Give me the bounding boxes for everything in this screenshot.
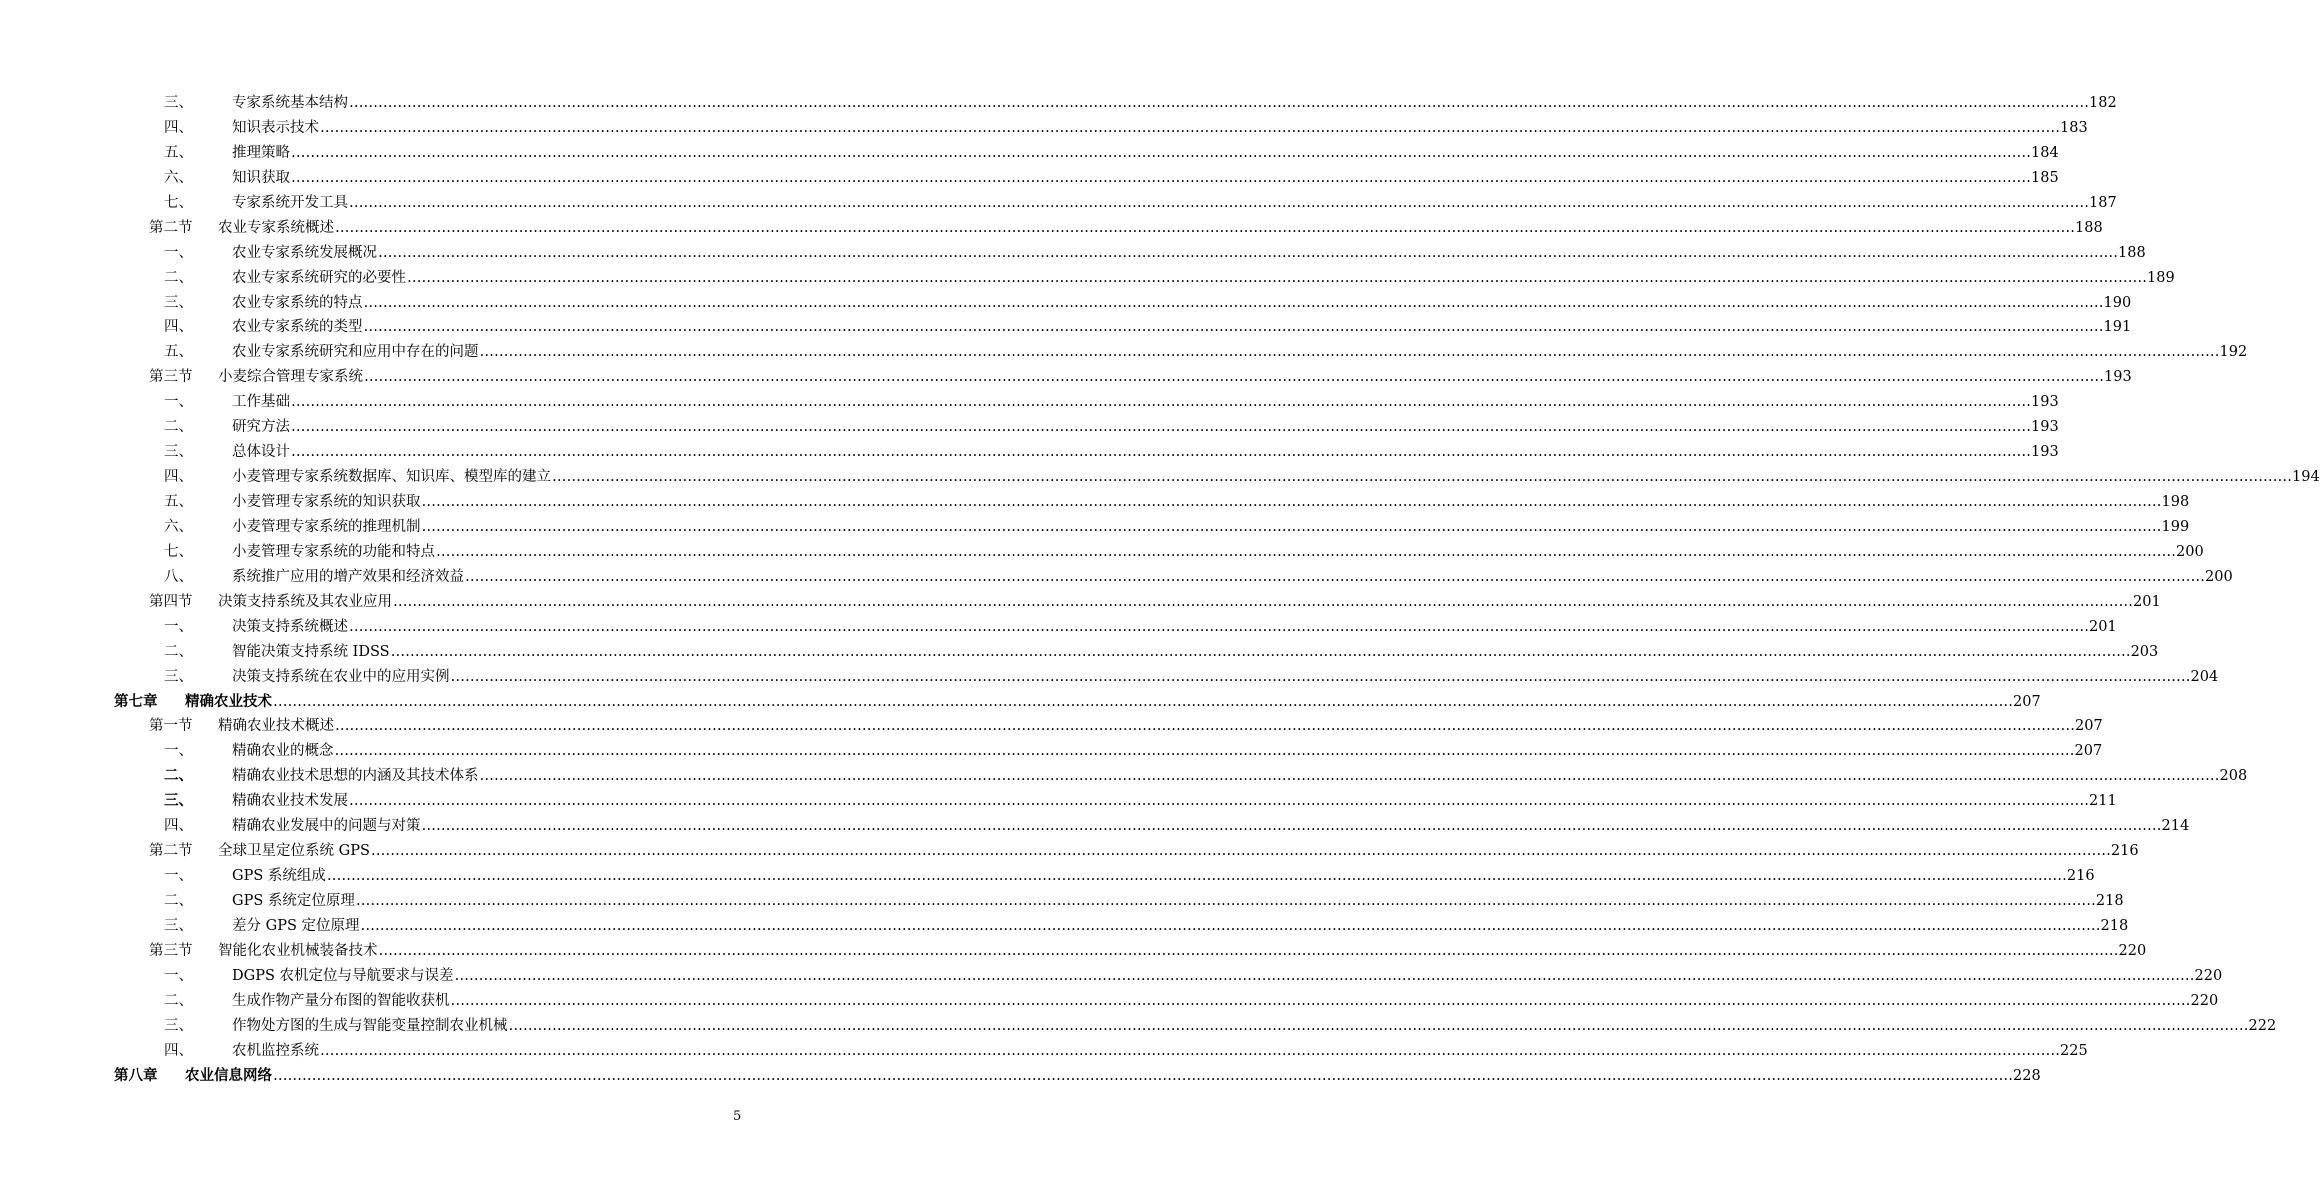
toc-entry-sub[interactable] (0, 490, 2190, 515)
toc-entry-title: 小麦管理专家系统的功能和特点 (232, 543, 435, 560)
toc-entry-line (232, 864, 2095, 889)
toc-leader-dots: ……………………………………………………………………………………………………………………………………………………………………………………………………………………………………………………………………………………………………………………………… (335, 219, 2075, 236)
toc-entry-sub[interactable] (0, 191, 2117, 216)
toc-entry-number: 第七章 (114, 692, 158, 710)
toc-entry-title: 全球卫星定位系统 GPS (218, 843, 370, 860)
toc-entry-number: 三、 (164, 668, 193, 685)
toc-leader-dots: ……………………………………………………………………………………………………………………………………………………………………………………………………………………………………………………………………………………………………………………………… (450, 668, 2191, 685)
toc-entry-number: 第三节 (149, 942, 193, 959)
toc-entry-line (232, 291, 2132, 316)
toc-entry-page: 218 (2100, 917, 2129, 934)
toc-entry-line (232, 465, 2320, 490)
toc-entry-line (232, 390, 2059, 415)
toc-entry-title: 精确农业技术 (185, 692, 272, 710)
toc-entry-number: 五、 (164, 344, 193, 361)
toc-leader-dots: ……………………………………………………………………………………………………………………………………………………………………………………………………………………………………………………………………………………………………………………………… (291, 419, 2031, 436)
toc-leader-dots: ……………………………………………………………………………………………………………………………………………………………………………………………………………………………………………………………………………………………………………………………… (364, 369, 2104, 386)
toc-leader-dots: ……………………………………………………………………………………………………………………………………………………………………………………………………………………………………………………………………………………………………………………………… (454, 967, 2195, 984)
toc-entry-title: 农业专家系统发展概况 (232, 244, 377, 261)
toc-leader-dots: ……………………………………………………………………………………………………………………………………………………………………………………………………………………………………………………………………………………………………………………………… (465, 568, 2205, 585)
toc-entry-title: 专家系统基本结构 (232, 95, 348, 111)
toc-entry-number: 第二节 (149, 219, 193, 236)
toc-entry-title: 精确农业技术概述 (218, 718, 334, 735)
toc-entry-sub[interactable] (0, 291, 2132, 316)
toc-entry-sub[interactable] (0, 565, 2233, 590)
toc-entry-sub[interactable] (0, 665, 2219, 690)
toc-entry-sub[interactable] (0, 989, 2219, 1014)
toc-entry-page: 207 (2075, 718, 2103, 735)
toc-leader-dots: ……………………………………………………………………………………………………………………………………………………………………………………………………………………………………………………………………………………………………………………………… (291, 394, 2031, 411)
toc-entry-title: GPS 系统定位原理 (232, 893, 355, 909)
toc-entry-section[interactable] (0, 939, 2147, 964)
toc-entry-number: 二、 (164, 643, 193, 660)
toc-entry-line (232, 814, 2190, 839)
toc-entry-line (232, 764, 2248, 789)
toc-entry-line (232, 166, 2059, 191)
toc-entry-number: 第八章 (114, 1066, 158, 1084)
toc-entry-number: 四、 (164, 319, 193, 336)
toc-entry-number: 三、 (164, 917, 193, 934)
toc-entry-title: 知识表示技术 (232, 119, 319, 136)
toc-entry-number: 六、 (164, 518, 193, 535)
toc-entry-page: 193 (2031, 444, 2059, 461)
toc-entry-line (232, 241, 2146, 266)
toc-entry-title: 精确农业技术发展 (232, 793, 348, 810)
toc-leader-dots: ……………………………………………………………………………………………………………………………………………………………………………………………………………………………………………………………………………………………………………………………… (378, 942, 2119, 959)
toc-leader-dots: ……………………………………………………………………………………………………………………………………………………………………………………………………………………………………………………………………………………………………………………………… (508, 1017, 2249, 1034)
toc-leader-dots: ……………………………………………………………………………………………………………………………………………………………………………………………………………………………………………………………………………………………………………………………… (363, 294, 2104, 311)
toc-entry-number: 四、 (164, 119, 193, 136)
toc-entry-page: 198 (2161, 494, 2190, 510)
toc-entry-title: 决策支持系统概述 (232, 618, 348, 635)
toc-entry-number: 三、 (164, 444, 193, 461)
toc-entry-sub[interactable] (0, 266, 2175, 291)
toc-entry-page: 218 (2095, 893, 2124, 909)
toc-entry-line (218, 365, 2132, 390)
toc-leader-dots: ……………………………………………………………………………………………………………………………………………………………………………………………………………………………………………………………………………………………………………………………… (320, 1042, 2060, 1059)
toc-entry-title: 专家系统开发工具 (232, 194, 348, 211)
toc-entry-sub[interactable] (0, 515, 2190, 540)
toc-leader-dots: ……………………………………………………………………………………………………………………………………………………………………………………………………………………………………………………………………………………………………………………………… (349, 618, 2089, 635)
toc-leader-dots: ……………………………………………………………………………………………………………………………………………………………………………………………………………………………………………………………………………………………………………………………… (273, 1067, 2013, 1084)
toc-leader-dots: ……………………………………………………………………………………………………………………………………………………………………………………………………………………………………………………………………………………………………………………………… (355, 893, 2096, 909)
toc-entry-page: 189 (2147, 269, 2175, 286)
toc-entry-sub[interactable] (0, 465, 2320, 490)
toc-entry-sub[interactable] (0, 166, 2059, 191)
toc-entry-page: 194 (2292, 469, 2320, 486)
toc-entry-page: 199 (2161, 518, 2190, 535)
toc-entry-title: 农业专家系统的特点 (232, 294, 363, 311)
toc-entry-page: 204 (2190, 668, 2219, 685)
toc-entry-number: 五、 (164, 144, 193, 161)
toc-leader-dots: ……………………………………………………………………………………………………………………………………………………………………………………………………………………………………………………………………………………………………………………………… (552, 469, 2292, 486)
toc-entry-page: 183 (2060, 119, 2088, 136)
toc-leader-dots: ……………………………………………………………………………………………………………………………………………………………………………………………………………………………………………………………………………………………………………………………… (363, 319, 2104, 336)
toc-entry-number: 二、 (164, 893, 193, 909)
toc-entry-number: 八、 (164, 568, 193, 585)
toc-entry-title: 精确农业发展中的问题与对策 (232, 818, 421, 835)
toc-leader-dots: ……………………………………………………………………………………………………………………………………………………………………………………………………………………………………………………………………………………………………………………………… (407, 269, 2147, 286)
toc-entry-line (232, 116, 2088, 141)
toc-entry-sub[interactable] (0, 889, 2124, 914)
toc-leader-dots: ……………………………………………………………………………………………………………………………………………………………………………………………………………………………………………………………………………………………………………………………… (436, 543, 2176, 560)
toc-entry-number: 三、 (164, 792, 193, 810)
toc-leader-dots: ……………………………………………………………………………………………………………………………………………………………………………………………………………………………………………………………………………………………………………………………… (349, 194, 2089, 211)
toc-entry-sub[interactable] (0, 1039, 2088, 1064)
toc-entry-page: 190 (2103, 294, 2132, 311)
toc-entry-line (232, 415, 2059, 440)
toc-entry-line (232, 91, 2117, 116)
toc-entry-section[interactable] (0, 216, 2103, 241)
toc-entry-number: 二、 (164, 419, 193, 436)
toc-entry-line (232, 1014, 2277, 1039)
toc-leader-dots: ……………………………………………………………………………………………………………………………………………………………………………………………………………………………………………………………………………………………………………………………… (334, 743, 2075, 760)
toc-leader-dots: ……………………………………………………………………………………………………………………………………………………………………………………………………………………………………………………………………………………………………………………………… (393, 593, 2133, 610)
toc-entry-line (218, 216, 2103, 241)
toc-leader-dots: ……………………………………………………………………………………………………………………………………………………………………………………………………………………………………………………………………………………………………………………………… (360, 917, 2101, 934)
toc-leader-dots: ……………………………………………………………………………………………………………………………………………………………………………………………………………………………………………………………………………………………………………………………… (479, 768, 2220, 785)
toc-entry-number: 第四节 (149, 593, 193, 610)
toc-entry-number: 一、 (164, 394, 193, 411)
toc-entry-section[interactable] (0, 365, 2132, 390)
toc-entry-title: 小麦管理专家系统的知识获取 (232, 494, 421, 510)
toc-entry-sub[interactable] (0, 415, 2059, 440)
toc-entry-page: 207 (2074, 743, 2103, 760)
toc-entry-line (218, 939, 2147, 964)
toc-entry-chapter[interactable] (0, 690, 2041, 715)
toc-entry-number: 四、 (164, 818, 193, 835)
toc-entry-page: 220 (2118, 942, 2147, 959)
toc-entry-line (232, 191, 2117, 216)
toc-entry-number: 一、 (164, 868, 193, 885)
toc-entry-number: 第一节 (149, 718, 193, 735)
toc-leader-dots: ……………………………………………………………………………………………………………………………………………………………………………………………………………………………………………………………………………………………………………………………… (349, 95, 2089, 111)
toc-entry-number: 一、 (164, 618, 193, 635)
toc-entry-title: 智能决策支持系统 IDSS (232, 643, 390, 660)
toc-entry-number: 二、 (164, 992, 193, 1009)
toc-entry-sub[interactable] (0, 91, 2117, 116)
toc-entry-title: 决策支持系统及其农业应用 (218, 593, 392, 610)
toc-entry-number: 四、 (164, 469, 193, 486)
toc-entry-line (232, 789, 2117, 814)
toc-entry-line (232, 141, 2059, 166)
toc-entry-title: DGPS 农机定位与导航要求与误差 (232, 967, 454, 984)
toc-entry-line (232, 540, 2204, 565)
toc-entry-page: 222 (2248, 1017, 2277, 1034)
toc-entry-title: 农业专家系统研究和应用中存在的问题 (232, 344, 479, 361)
toc-entry-page: 201 (2089, 618, 2117, 635)
toc-entry-page: 188 (2075, 219, 2103, 236)
toc-entry-title: 农业信息网络 (185, 1066, 272, 1084)
table-of-contents (0, 91, 2320, 1089)
toc-entry-sub[interactable] (0, 789, 2117, 814)
toc-entry-title: 农业专家系统概述 (218, 219, 334, 236)
toc-entry-title: 精确农业技术思想的内涵及其技术体系 (232, 768, 479, 785)
toc-entry-line (232, 914, 2129, 939)
toc-entry-page: 216 (2066, 868, 2095, 885)
toc-entry-number: 第二节 (149, 843, 193, 860)
toc-entry-page: 214 (2161, 818, 2190, 835)
toc-entry-number: 第三节 (149, 369, 193, 386)
toc-entry-chapter[interactable] (0, 1064, 2041, 1089)
toc-entry-line (232, 515, 2190, 540)
toc-entry-title: 工作基础 (232, 394, 290, 411)
toc-entry-section[interactable] (0, 714, 2103, 739)
toc-leader-dots: ……………………………………………………………………………………………………………………………………………………………………………………………………………………………………………………………………………………………………………………………… (421, 818, 2162, 835)
toc-entry-line (232, 889, 2124, 914)
toc-entry-page: 203 (2130, 643, 2159, 660)
toc-entry-line (232, 665, 2219, 690)
toc-entry-title: 智能化农业机械装备技术 (218, 942, 378, 959)
toc-leader-dots: ……………………………………………………………………………………………………………………………………………………………………………………………………………………………………………………………………………………………………………………………… (450, 992, 2191, 1009)
toc-entry-line (232, 964, 2223, 989)
toc-leader-dots: ……………………………………………………………………………………………………………………………………………………………………………………………………………………………………………………………………………………………………………………………… (273, 693, 2013, 710)
toc-entry-line (232, 315, 2132, 340)
toc-entry-line (232, 640, 2159, 665)
toc-entry-number: 三、 (164, 294, 193, 311)
toc-entry-sub[interactable] (0, 640, 2159, 665)
toc-entry-page: 193 (2104, 369, 2132, 386)
toc-entry-section[interactable] (0, 590, 2161, 615)
toc-entry-number: 三、 (164, 1017, 193, 1034)
toc-entry-page: 200 (2205, 568, 2233, 585)
toc-entry-sub[interactable] (0, 315, 2132, 340)
toc-entry-page: 208 (2219, 768, 2248, 785)
toc-entry-page: 184 (2031, 144, 2059, 161)
toc-entry-page: 207 (2013, 693, 2041, 710)
toc-entry-title: 农机监控系统 (232, 1042, 319, 1059)
toc-entry-sub[interactable] (0, 739, 2103, 764)
toc-entry-page: 200 (2176, 543, 2204, 560)
toc-entry-page: 193 (2031, 394, 2059, 411)
toc-entry-line (218, 714, 2103, 739)
toc-entry-title: 小麦管理专家系统数据库、知识库、模型库的建立 (232, 469, 551, 486)
page-number: 5 (733, 1109, 742, 1124)
toc-leader-dots: ……………………………………………………………………………………………………………………………………………………………………………………………………………………………………………………………………………………………………………………………… (326, 868, 2067, 885)
toc-leader-dots: ……………………………………………………………………………………………………………………………………………………………………………………………………………………………………………………………………………………………………………………………… (421, 494, 2162, 510)
toc-entry-number: 三、 (164, 95, 193, 111)
toc-entry-line (232, 1039, 2088, 1064)
toc-entry-title: 小麦管理专家系统的推理机制 (232, 518, 421, 535)
toc-entry-page: 191 (2103, 319, 2132, 336)
toc-leader-dots: ……………………………………………………………………………………………………………………………………………………………………………………………………………………………………………………………………………………………………………………………… (370, 843, 2111, 860)
toc-entry-page: 211 (2089, 793, 2117, 810)
toc-entry-page: 188 (2118, 244, 2146, 261)
toc-entry-sub[interactable] (0, 864, 2095, 889)
toc-entry-line (232, 565, 2233, 590)
toc-entry-line (218, 590, 2161, 615)
toc-entry-sub[interactable] (0, 390, 2059, 415)
toc-entry-sub[interactable] (0, 764, 2248, 789)
toc-entry-title: 生成作物产量分布图的智能收获机 (232, 992, 450, 1009)
toc-entry-page: 220 (2190, 992, 2219, 1009)
toc-entry-sub[interactable] (0, 1014, 2277, 1039)
toc-entry-title: 作物处方图的生成与智能变量控制农业机械 (232, 1017, 508, 1034)
toc-entry-number: 七、 (164, 194, 193, 211)
toc-entry-number: 七、 (164, 543, 193, 560)
toc-entry-page: 220 (2194, 967, 2223, 984)
toc-entry-line (232, 739, 2103, 764)
toc-entry-page: 187 (2089, 194, 2117, 211)
toc-entry-title: 推理策略 (232, 144, 290, 161)
toc-entry-title: 小麦综合管理专家系统 (218, 369, 363, 386)
toc-entry-title: 决策支持系统在农业中的应用实例 (232, 668, 450, 685)
toc-entry-title: GPS 系统组成 (232, 868, 326, 885)
toc-entry-number: 一、 (164, 967, 193, 984)
toc-entry-line (185, 690, 2041, 715)
toc-entry-line (232, 989, 2219, 1014)
toc-entry-line (232, 440, 2059, 465)
toc-leader-dots: ……………………………………………………………………………………………………………………………………………………………………………………………………………………………………………………………………………………………………………………………… (390, 643, 2131, 660)
toc-entry-line (185, 1064, 2041, 1089)
toc-entry-number: 一、 (164, 244, 193, 261)
toc-entry-sub[interactable] (0, 615, 2117, 640)
toc-entry-line (232, 266, 2175, 291)
toc-entry-sub[interactable] (0, 116, 2088, 141)
toc-entry-page: 192 (2219, 344, 2248, 361)
toc-leader-dots: ……………………………………………………………………………………………………………………………………………………………………………………………………………………………………………………………………………………………………………………………… (349, 793, 2089, 810)
toc-entry-page: 225 (2060, 1042, 2088, 1059)
toc-entry-number: 二、 (164, 269, 193, 286)
toc-entry-title: 精确农业的概念 (232, 743, 334, 760)
toc-entry-title: 农业专家系统研究的必要性 (232, 269, 406, 286)
toc-leader-dots: ……………………………………………………………………………………………………………………………………………………………………………………………………………………………………………………………………………………………………………………………… (378, 244, 2118, 261)
toc-leader-dots: ……………………………………………………………………………………………………………………………………………………………………………………………………………………………………………………………………………………………………………………………… (421, 518, 2162, 535)
toc-leader-dots: ……………………………………………………………………………………………………………………………………………………………………………………………………………………………………………………………………………………………………………………………… (335, 718, 2075, 735)
toc-entry-line (232, 615, 2117, 640)
toc-entry-sub[interactable] (0, 964, 2223, 989)
toc-entry-title: 知识获取 (232, 169, 290, 186)
toc-entry-number: 六、 (164, 169, 193, 186)
toc-entry-line (232, 340, 2248, 365)
toc-entry-title: 总体设计 (232, 444, 290, 461)
toc-entry-page: 216 (2110, 843, 2139, 860)
toc-leader-dots: ……………………………………………………………………………………………………………………………………………………………………………………………………………………………………………………………………………………………………………………………… (320, 119, 2060, 136)
toc-entry-page: 182 (2089, 95, 2117, 111)
toc-leader-dots: ……………………………………………………………………………………………………………………………………………………………………………………………………………………………………………………………………………………………………………………………… (291, 169, 2031, 186)
toc-entry-title: 农业专家系统的类型 (232, 319, 363, 336)
toc-entry-title: 研究方法 (232, 419, 290, 436)
toc-entry-sub[interactable] (0, 814, 2190, 839)
toc-entry-sub[interactable] (0, 440, 2059, 465)
toc-entry-page: 201 (2133, 593, 2161, 610)
toc-entry-sub[interactable] (0, 914, 2129, 939)
toc-entry-number: 四、 (164, 1042, 193, 1059)
toc-leader-dots: ……………………………………………………………………………………………………………………………………………………………………………………………………………………………………………………………………………………………………………………………… (291, 144, 2031, 161)
toc-entry-page: 228 (2013, 1067, 2041, 1084)
toc-entry-title: 系统推广应用的增产效果和经济效益 (232, 568, 464, 585)
toc-entry-number: 一、 (164, 743, 193, 760)
toc-entry-number: 五、 (164, 494, 193, 510)
toc-entry-title: 差分 GPS 定位原理 (232, 917, 360, 934)
toc-entry-line (232, 490, 2190, 515)
toc-entry-page: 185 (2031, 169, 2059, 186)
toc-entry-number: 二、 (164, 767, 193, 785)
toc-entry-sub[interactable] (0, 241, 2146, 266)
toc-entry-sub[interactable] (0, 340, 2248, 365)
toc-entry-sub[interactable] (0, 540, 2204, 565)
toc-leader-dots: ……………………………………………………………………………………………………………………………………………………………………………………………………………………………………………………………………………………………………………………………… (291, 444, 2031, 461)
toc-entry-sub[interactable] (0, 141, 2059, 166)
toc-entry-section[interactable] (0, 839, 2139, 864)
toc-entry-page: 193 (2031, 419, 2059, 436)
toc-leader-dots: ……………………………………………………………………………………………………………………………………………………………………………………………………………………………………………………………………………………………………………………………… (479, 344, 2220, 361)
toc-entry-line (218, 839, 2139, 864)
